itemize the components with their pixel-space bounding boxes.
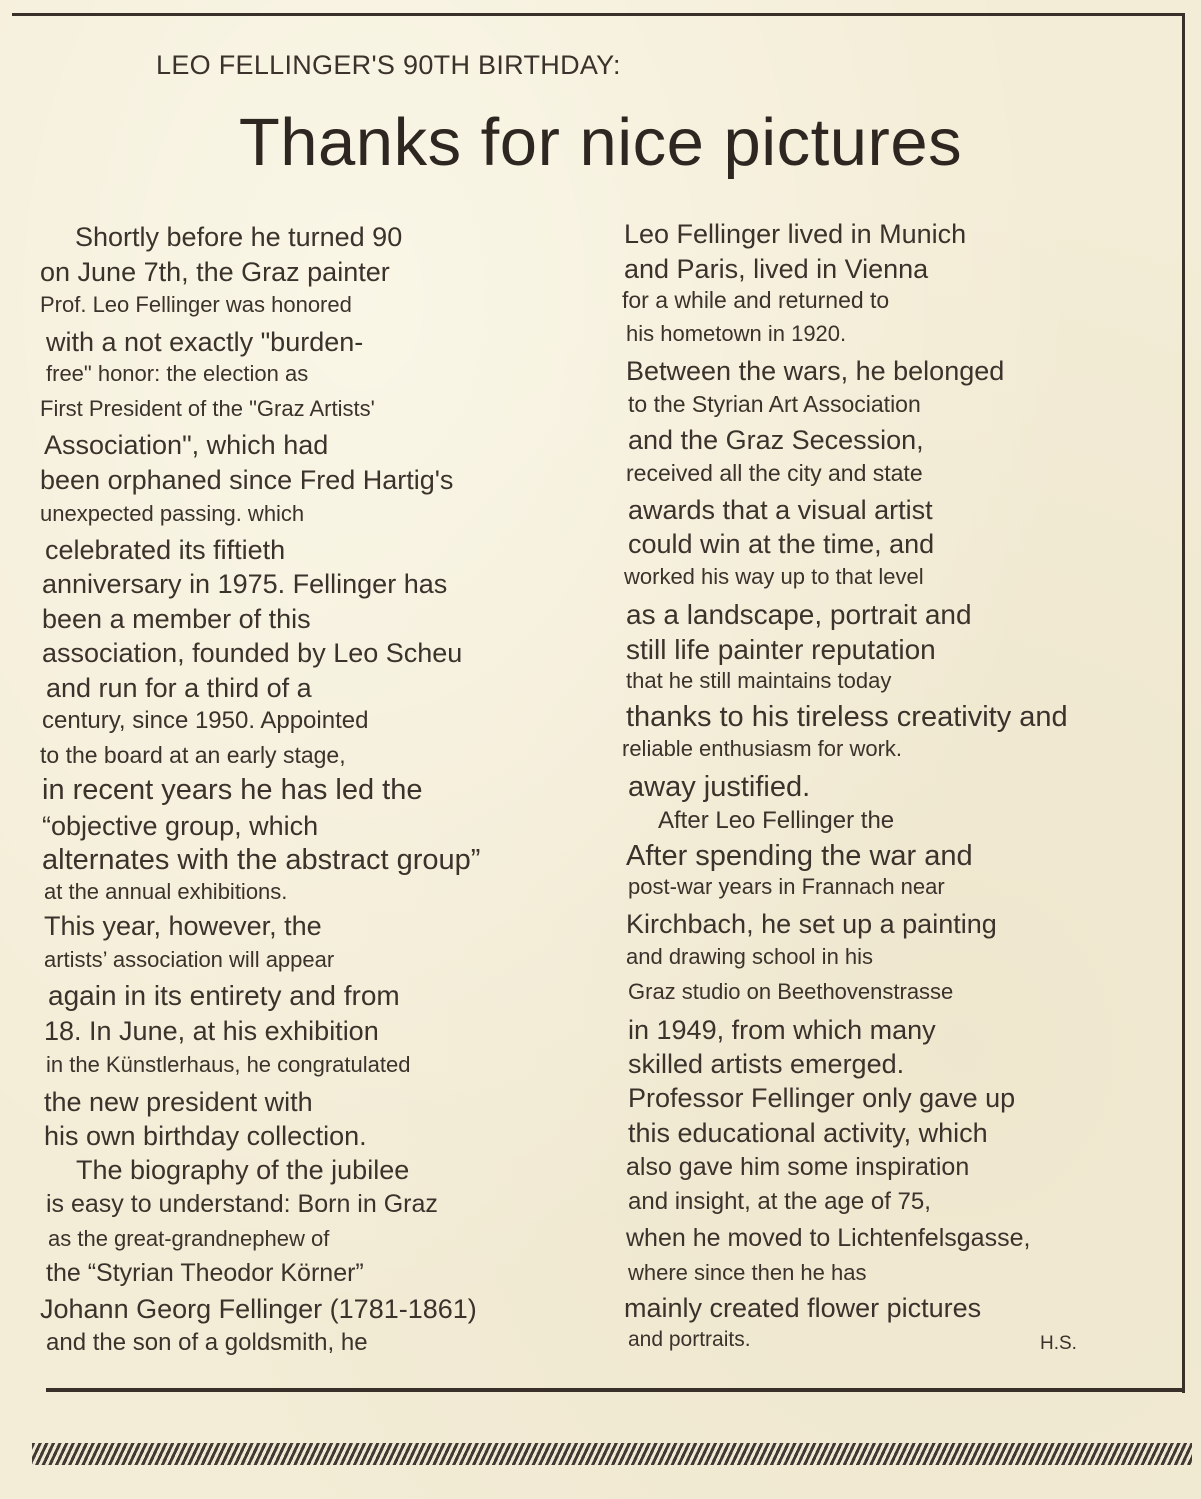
left-column-line-26: the new president with <box>44 1087 313 1117</box>
right-column-line-13: still life painter reputation <box>626 634 936 665</box>
left-column-line-11: anniversary in 1975. Fellinger has <box>42 569 448 599</box>
right-column-line-1: Leo Fellinger lived in Munich <box>624 219 967 249</box>
left-column-line-24: 18. In June, at his exhibition <box>44 1016 379 1046</box>
left-column-line-18: “objective group, which <box>42 811 319 841</box>
left-column-line-9: unexpected passing. which <box>40 501 305 526</box>
left-column-line-2: on June 7th, the Graz painter <box>40 257 390 287</box>
right-column-line-14: that he still maintains today <box>626 668 892 693</box>
right-column-line-30: when he moved to Lichtenfelsgasse, <box>626 1224 1031 1252</box>
article-headline <box>0 104 1201 181</box>
right-column-line-32: mainly created flower pictures <box>624 1293 982 1323</box>
right-column-line-10: could win at the time, and <box>628 529 935 559</box>
left-column-line-21: This year, however, the <box>44 911 322 941</box>
left-column-line-17: in recent years he has led the <box>42 774 423 806</box>
right-column-line-33: and portraits. <box>628 1328 751 1351</box>
left-column-line-20: at the annual exhibitions. <box>44 879 288 904</box>
left-column-line-29: is easy to understand: Born in Graz <box>46 1190 438 1218</box>
left-column-line-13: association, founded by Leo Scheu <box>42 638 463 668</box>
right-column-line-11: worked his way up to that level <box>624 564 924 589</box>
right-column-line-9: awards that a visual artist <box>628 495 933 525</box>
right-column-line-19: After spending the war and <box>626 840 973 872</box>
left-column-line-3: Prof. Leo Fellinger was honored <box>40 292 352 317</box>
right-column-line-23: Graz studio on Beethovenstrasse <box>628 979 954 1004</box>
right-column-line-18: After Leo Fellinger the <box>658 807 895 834</box>
right-column-line-28: also gave him some inspiration <box>626 1153 970 1181</box>
left-column-line-14: and run for a third of a <box>46 673 312 703</box>
right-column-line-22: and drawing school in his <box>626 944 874 969</box>
left-column-line-22: artists’ association will appear <box>44 947 335 972</box>
right-column-line-6: to the Styrian Art Association <box>628 391 921 417</box>
left-column-line-8: been orphaned since Fred Hartig's <box>40 465 454 495</box>
left-column-line-30: as the great-grandnephew of <box>48 1226 330 1251</box>
right-column-line-21: Kirchbach, he set up a painting <box>626 909 997 939</box>
right-column-line-4: his hometown in 1920. <box>626 321 847 346</box>
right-column-line-31: where since then he has <box>628 1260 867 1285</box>
right-column-line-29: and insight, at the age of 75, <box>628 1188 931 1215</box>
left-column-line-23: again in its entirety and from <box>48 980 400 1011</box>
right-column-line-16: reliable enthusiasm for work. <box>622 736 903 761</box>
right-column-line-15: thanks to his tireless creativity and <box>626 701 1068 733</box>
left-column-line-12: been a member of this <box>42 604 311 634</box>
right-border-rule <box>1182 13 1185 1393</box>
right-column-line-17: away justified. <box>628 771 811 803</box>
author-initials: H.S. <box>1040 1333 1077 1354</box>
left-column-line-25: in the Künstlerhaus, he congratulated <box>46 1052 411 1077</box>
left-column-line-32: Johann Georg Fellinger (1781-1861) <box>40 1294 477 1324</box>
left-column-line-19: alternates with the abstract group” <box>42 844 481 876</box>
left-column-line-31: the “Styrian Theodor Körner” <box>46 1259 364 1287</box>
left-column-line-6: First President of the "Graz Artists' <box>40 396 375 421</box>
left-column-line-5: free" honor: the election as <box>46 361 309 386</box>
article-kicker: LEO FELLINGER'S 90TH BIRTHDAY: <box>156 50 621 80</box>
hatched-divider <box>32 1443 1192 1465</box>
right-column-line-8: received all the city and state <box>626 460 923 486</box>
left-column-line-4: with a not exactly "burden- <box>46 327 364 357</box>
top-border-rule <box>12 13 1185 16</box>
right-column-line-26: Professor Fellinger only gave up <box>628 1083 1016 1113</box>
left-column-line-16: to the board at an early stage, <box>40 742 346 768</box>
right-column-line-3: for a while and returned to <box>622 287 890 313</box>
right-column-line-27: this educational activity, which <box>628 1118 988 1148</box>
right-column-line-12: as a landscape, portrait and <box>626 599 972 630</box>
right-column-line-7: and the Graz Secession, <box>628 425 924 455</box>
right-column-line-5: Between the wars, he belonged <box>626 356 1005 386</box>
left-column-line-7: Association", which had <box>44 430 329 460</box>
right-column-line-20: post-war years in Frannach near <box>628 874 945 899</box>
left-column-line-28: The biography of the jubilee <box>76 1155 410 1185</box>
bottom-border-rule <box>46 1388 1185 1392</box>
left-column-line-27: his own birthday collection. <box>44 1121 367 1151</box>
left-column-line-10: celebrated its fiftieth <box>45 535 286 565</box>
right-column-line-25: skilled artists emerged. <box>628 1049 905 1079</box>
right-column-line-24: in 1949, from which many <box>628 1015 936 1045</box>
headline-text: Thanks for nice pictures <box>238 105 963 180</box>
left-column-line-1: Shortly before he turned 90 <box>75 222 403 252</box>
left-column-line-33: and the son of a goldsmith, he <box>46 1329 368 1356</box>
right-column-line-2: and Paris, lived in Vienna <box>624 254 929 284</box>
left-column-line-15: century, since 1950. Appointed <box>42 707 369 734</box>
